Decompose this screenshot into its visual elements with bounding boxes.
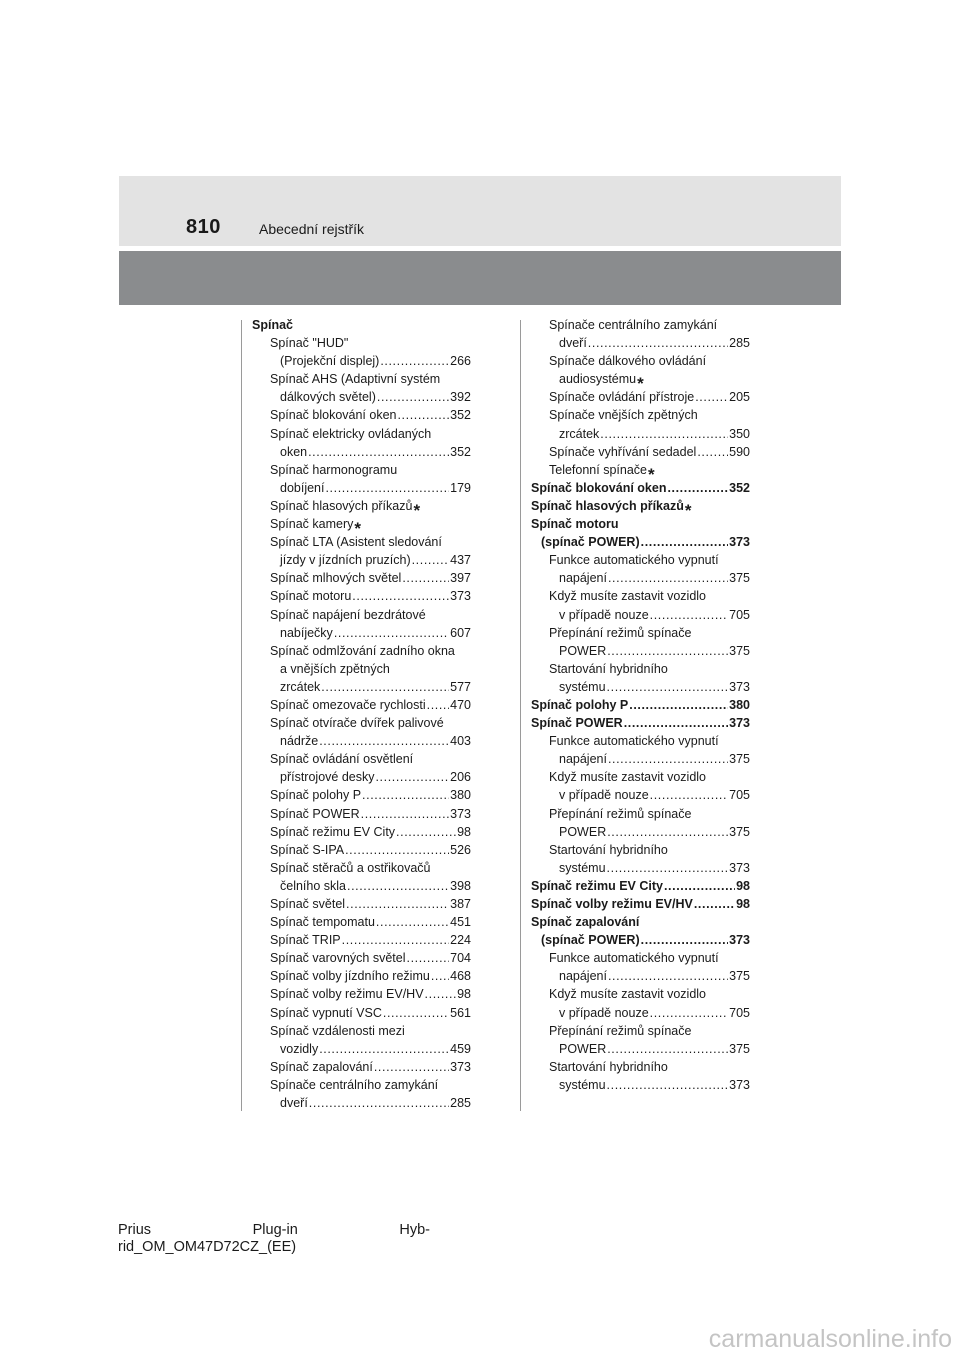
index-entry-text: napájení xyxy=(559,969,607,984)
index-entry-page[interactable]: 561 xyxy=(450,1005,471,1020)
index-entry-text: Spínač blokování oken xyxy=(270,408,397,423)
dot-leader xyxy=(346,895,449,913)
index-entry-text: Spínač polohy P xyxy=(531,697,629,712)
dot-leader xyxy=(345,841,449,859)
dot-leader xyxy=(352,587,449,605)
index-entry xyxy=(252,660,471,678)
index-entry-text: POWER xyxy=(559,1041,607,1056)
index-entry-text: systému xyxy=(559,1077,606,1092)
index-entry-page[interactable]: 375 xyxy=(729,752,750,767)
index-entry xyxy=(531,768,750,786)
footer-part: Hyb- xyxy=(399,1222,430,1238)
dot-leader xyxy=(325,479,449,497)
index-entry-text: Spínač TRIP xyxy=(270,933,341,948)
dot-leader xyxy=(641,533,729,551)
index-entry-text: Spínač AHS (Adaptivní systém xyxy=(270,372,441,387)
index-entry-text: Přepínání režimů spínače xyxy=(549,806,692,821)
index-entry-text: zrcátek xyxy=(559,426,600,441)
dot-leader xyxy=(375,768,449,786)
index-entry-page[interactable]: 350 xyxy=(729,426,750,441)
index-entry-page[interactable]: 266 xyxy=(450,354,471,369)
index-entry xyxy=(531,443,750,461)
index-entry-text: dveří xyxy=(280,1096,308,1111)
index-entry-page[interactable]: 392 xyxy=(450,390,471,405)
footer-part: Prius xyxy=(118,1222,152,1238)
index-entry xyxy=(531,606,750,624)
index-entry-page[interactable]: 205 xyxy=(729,390,750,405)
index-entry-page[interactable]: 224 xyxy=(450,933,471,948)
index-entry xyxy=(252,642,471,660)
index-entry-page[interactable]: 206 xyxy=(450,770,471,785)
index-entry xyxy=(252,1058,471,1076)
index-entry xyxy=(252,443,471,461)
index-entry-text: a vnějších zpětných xyxy=(280,661,390,676)
dot-leader xyxy=(694,895,735,913)
index-entry xyxy=(252,370,471,388)
index-entry xyxy=(531,587,750,605)
index-entry-text: oken xyxy=(280,444,308,459)
dot-leader xyxy=(376,913,449,931)
dot-leader xyxy=(396,823,456,841)
index-entry xyxy=(252,461,471,479)
index-entry xyxy=(531,678,750,696)
index-entry-text: Spínač světel xyxy=(270,897,346,911)
footer-document-code: rid_OM_OM47D72CZ_(EE) xyxy=(118,1239,297,1255)
index-entry-text: Spínač režimu EV City xyxy=(270,824,396,839)
index-entry-text: Když musíte zastavit vozidlo xyxy=(549,770,707,785)
index-entry-page[interactable]: 373 xyxy=(450,589,471,604)
dot-leader xyxy=(588,334,728,352)
index-entry: Spínač hlasových příkazů * xyxy=(270,498,421,521)
index-entry xyxy=(531,823,750,841)
index-entry-text: Startování hybridního xyxy=(549,842,668,857)
index-entry-page[interactable]: 526 xyxy=(450,842,471,857)
index-entry xyxy=(531,660,750,678)
index-entry-page[interactable]: 373 xyxy=(729,535,750,550)
index-entry-page[interactable]: 375 xyxy=(729,969,750,984)
index-entry-text: Spínač blokování oken xyxy=(531,480,667,495)
index-entry xyxy=(252,967,471,985)
index-entry xyxy=(252,587,471,605)
index-entry-text: Přepínání režimů spínače xyxy=(549,625,692,640)
index-entry xyxy=(252,985,471,1003)
index-entry xyxy=(252,533,471,551)
index-entry xyxy=(531,750,750,768)
index-entry-page[interactable]: 98 xyxy=(736,897,750,911)
page-number: 810 xyxy=(186,216,221,238)
index-entry xyxy=(531,859,750,877)
index-entry xyxy=(531,1076,750,1094)
index-entry-page[interactable]: 375 xyxy=(729,824,750,839)
index-entry xyxy=(531,732,750,750)
index-entry xyxy=(531,425,750,443)
index-entry xyxy=(531,551,750,569)
dot-leader xyxy=(427,696,450,714)
index-entry-text: Spínač POWER xyxy=(531,716,623,731)
dot-leader xyxy=(334,624,449,642)
index-entry-text: Spínač elektricky ovládaných xyxy=(270,426,432,441)
index-entry-text: Spínač volby režimu EV/HV xyxy=(270,987,424,1002)
index-entry-page[interactable]: 397 xyxy=(450,571,471,586)
index-entry-text: Spínač volby jízdního režimu xyxy=(270,969,430,984)
index-entry-text: (Projekční displej) xyxy=(280,354,380,369)
dot-leader xyxy=(309,1094,449,1112)
index-entry xyxy=(252,859,471,877)
dot-leader xyxy=(319,1040,449,1058)
index-entry-page[interactable]: 577 xyxy=(450,679,471,694)
index-entry-text: nádrže xyxy=(280,734,319,749)
index-entry-text: Spínač polohy P xyxy=(270,788,362,803)
index-entry-text: v případě nouze xyxy=(559,788,649,803)
index-entry-text: Spínač odmlžování zadního okna xyxy=(270,643,455,658)
index-entry xyxy=(252,425,471,443)
index-entry xyxy=(252,913,471,931)
index-entry-text: Spínač mlhových světel xyxy=(270,571,402,586)
dot-leader xyxy=(607,1076,729,1094)
footer xyxy=(118,1222,430,1256)
index-entry xyxy=(531,642,750,660)
index-entry-text: Spínač hlasových příkazů xyxy=(531,498,684,513)
index-entry-text: Spínače ovládání přístroje xyxy=(549,390,695,405)
index-entry-text: Spínač "HUD" xyxy=(270,336,349,351)
index-entry-text: Spínač stěračů a ostřikovačů xyxy=(270,860,431,875)
index-entry-page[interactable]: 375 xyxy=(729,571,750,586)
index-entry-text: systému xyxy=(559,860,606,875)
index-entry-page[interactable]: 387 xyxy=(450,897,471,911)
index-entry-text: Spínače centrálního zamykání xyxy=(270,1077,439,1092)
index-entry-text: (spínač POWER) xyxy=(541,535,640,550)
dot-leader xyxy=(650,786,728,804)
index-entry-text: Spínače vnějších zpětných xyxy=(549,408,698,423)
dot-leader xyxy=(650,606,728,624)
index-entry xyxy=(252,352,471,370)
dot-leader xyxy=(362,786,449,804)
index-entry xyxy=(252,768,471,786)
dot-leader xyxy=(608,750,728,768)
index-entry-page[interactable]: 352 xyxy=(450,444,471,459)
index-entry xyxy=(531,913,750,931)
dot-leader xyxy=(308,443,449,461)
dot-leader xyxy=(361,805,450,823)
index-entry xyxy=(252,551,471,569)
index-entry xyxy=(252,678,471,696)
index-entry xyxy=(531,786,750,804)
index-entry xyxy=(252,805,471,823)
dot-leader xyxy=(624,714,728,732)
dot-leader xyxy=(607,859,729,877)
index-entry xyxy=(252,606,471,624)
index-entry xyxy=(531,406,750,424)
index-entry xyxy=(252,1076,471,1094)
dot-leader xyxy=(342,931,450,949)
section-band xyxy=(119,251,841,305)
dot-leader xyxy=(608,967,728,985)
index-entry xyxy=(531,479,750,497)
dot-leader xyxy=(425,985,457,1003)
index-entry-text: Spínač tempomatu xyxy=(270,915,375,930)
index-entry xyxy=(531,1058,750,1076)
index-entry xyxy=(531,805,750,823)
index-entry-page[interactable]: 375 xyxy=(729,643,750,658)
dot-leader xyxy=(380,352,449,370)
index-entry: Telefonní spínače * xyxy=(549,462,655,484)
index-entry xyxy=(531,533,750,551)
index-entry: Spínač hlasových příkazů * xyxy=(531,498,692,521)
index-column-right xyxy=(531,316,750,1094)
index-entry xyxy=(531,624,750,642)
index-entry-text: Přepínání režimů spínače xyxy=(549,1023,692,1038)
index-entry xyxy=(252,334,471,352)
index-entry-page[interactable]: 451 xyxy=(450,915,471,930)
index-entry-text: nabíječky xyxy=(280,625,333,640)
index-entry-page[interactable]: 373 xyxy=(450,1059,471,1074)
index-entry-text: zrcátek xyxy=(280,679,321,694)
index-entry xyxy=(252,1040,471,1058)
index-entry-page[interactable]: 380 xyxy=(729,697,750,712)
dot-leader xyxy=(607,678,729,696)
index-entry-text: Funkce automatického vypnutí xyxy=(549,951,719,966)
index-entry-text: dálkových světel) xyxy=(280,390,376,405)
index-entry-text: Spínač harmonogramu xyxy=(270,462,398,477)
index-entry xyxy=(531,1004,750,1022)
index-entry-text: Spínač S-IPA xyxy=(270,842,345,857)
footer-part: Plug-in xyxy=(252,1222,298,1238)
dot-leader xyxy=(629,696,728,714)
index-entry-text: Startování hybridního xyxy=(549,661,668,676)
index-entry xyxy=(252,316,471,334)
index-entry xyxy=(531,352,750,370)
index-entry xyxy=(531,877,750,895)
dot-leader xyxy=(383,1004,449,1022)
index-entry xyxy=(531,515,750,533)
index-entry-page[interactable]: 375 xyxy=(729,1041,750,1056)
index-entry-text: Když musíte zastavit vozidlo xyxy=(549,589,707,604)
index-entry-page[interactable]: 470 xyxy=(450,697,471,712)
dot-leader xyxy=(695,388,728,406)
index-entry xyxy=(252,624,471,642)
index-entry xyxy=(531,895,750,913)
index-entry-page[interactable]: 373 xyxy=(729,679,750,694)
index-entry xyxy=(252,479,471,497)
index-entry-text: Spínač vzdálenosti mezi xyxy=(270,1023,405,1038)
dot-leader xyxy=(319,732,449,750)
index-entry xyxy=(252,949,471,967)
index-entry-page[interactable]: 179 xyxy=(450,480,471,495)
index-entry-text: Spínač ovládání osvětlení xyxy=(270,752,414,767)
index-entry-text: Spínač otvírače dvířek palivové xyxy=(270,716,444,731)
index-entry-text: Spínače vyhřívání sedadel xyxy=(549,444,697,459)
index-entry-page[interactable]: 590 xyxy=(729,444,750,459)
index-entry-text: (spínač POWER) xyxy=(541,933,640,948)
index-entry-text: Spínač xyxy=(252,318,293,332)
index-entry-text: Spínač motoru xyxy=(270,589,352,604)
index-entry-text: v případě nouze xyxy=(559,1005,649,1020)
index-entry xyxy=(252,823,471,841)
dot-leader xyxy=(347,877,449,895)
dot-leader xyxy=(412,551,450,569)
index-entry xyxy=(531,696,750,714)
index-entry-text: Spínač zapalování xyxy=(531,915,640,930)
index-entry-page[interactable]: 98 xyxy=(457,824,471,839)
index-entry xyxy=(531,931,750,949)
index-entry xyxy=(531,841,750,859)
index-entry-page[interactable]: 380 xyxy=(450,788,471,803)
index-entry-text: dobíjení xyxy=(280,480,325,495)
index-entry-text: čelního skla xyxy=(280,878,347,893)
index-entry-page[interactable]: 705 xyxy=(729,1005,750,1020)
index-entry xyxy=(531,949,750,967)
index-entry-page[interactable]: 352 xyxy=(450,408,471,423)
dot-leader xyxy=(600,425,728,443)
index-entry xyxy=(531,714,750,732)
dot-leader xyxy=(397,406,449,424)
index-entry xyxy=(531,569,750,587)
index-entry-page[interactable]: 607 xyxy=(450,625,471,640)
index-entry-text: Funkce automatického vypnutí xyxy=(549,553,719,568)
index-entry-text: dveří xyxy=(559,336,587,351)
index-entry-text: přístrojové desky xyxy=(280,770,375,785)
index-entry xyxy=(252,841,471,859)
index-entry: audiosystému * xyxy=(559,372,644,394)
index-entry-page[interactable]: 468 xyxy=(450,969,471,984)
index-entry-text: Spínač volby režimu EV/HV xyxy=(531,897,693,911)
index-entry xyxy=(531,316,750,334)
index-entry xyxy=(252,696,471,714)
index-entry xyxy=(252,877,471,895)
dot-leader xyxy=(607,642,728,660)
column-divider-left xyxy=(241,320,242,1111)
dot-leader xyxy=(667,479,728,497)
index-entry-text: Když musíte zastavit vozidlo xyxy=(549,987,707,1002)
index-entry-page[interactable]: 285 xyxy=(450,1096,471,1111)
index-entry-page[interactable]: 705 xyxy=(729,788,750,803)
index-entry-text: Spínač LTA (Asistent sledování xyxy=(270,535,442,550)
index-column-left xyxy=(252,316,471,1112)
index-entry xyxy=(252,732,471,750)
index-entry xyxy=(252,786,471,804)
index-entry xyxy=(252,1022,471,1040)
index-entry-text: Spínač zapalování xyxy=(270,1059,373,1074)
index-entry-page[interactable]: 373 xyxy=(729,1077,750,1092)
index-entry-page[interactable]: 459 xyxy=(450,1041,471,1056)
dot-leader xyxy=(607,1040,728,1058)
index-entry xyxy=(531,967,750,985)
index-entry xyxy=(252,895,471,913)
index-entry-text: Spínač kamery xyxy=(270,517,354,532)
index-entry-page[interactable]: 352 xyxy=(729,480,750,495)
index-entry-text: Spínač vypnutí VSC xyxy=(270,1005,382,1020)
index-entry xyxy=(531,1022,750,1040)
index-entry-page[interactable]: 373 xyxy=(729,716,750,731)
dot-leader xyxy=(321,678,449,696)
dot-leader xyxy=(402,569,449,587)
index-entry-text: Spínač POWER xyxy=(270,806,360,821)
index-entry-text: Spínač režimu EV City xyxy=(531,878,663,893)
header-band xyxy=(119,176,841,246)
index-entry-text: Spínač omezovače rychlosti xyxy=(270,697,426,712)
index-entry-page[interactable]: 403 xyxy=(450,734,471,749)
index-entry-text: Spínače dálkového ovládání xyxy=(549,354,707,369)
index-entry-page[interactable]: 705 xyxy=(729,607,750,622)
index-entry xyxy=(252,1094,471,1112)
index-entry-page[interactable]: 704 xyxy=(450,951,471,966)
index-entry-page[interactable]: 285 xyxy=(729,336,750,351)
index-entry xyxy=(252,1004,471,1022)
index-entry-text: Spínač napájení bezdrátové xyxy=(270,607,426,622)
index-entry-text: napájení xyxy=(559,752,607,767)
index-entry-text: Funkce automatického vypnutí xyxy=(549,734,719,749)
index-entry-page[interactable]: 398 xyxy=(450,878,471,893)
watermark: carmanualsonline.info xyxy=(708,1325,952,1353)
index-entry-text: Spínač varovných světel xyxy=(270,951,406,966)
index-entry-text: audiosystému xyxy=(559,372,637,387)
index-entry xyxy=(252,750,471,768)
column-divider-right xyxy=(520,320,521,1111)
index-entry-text: napájení xyxy=(559,571,607,586)
index-entry: Spínač kamery * xyxy=(270,517,361,539)
index-entry-text: v případě nouze xyxy=(559,607,649,622)
dot-leader xyxy=(608,569,728,587)
index-entry xyxy=(252,406,471,424)
index-entry-page[interactable]: 98 xyxy=(736,878,750,893)
index-entry-page[interactable]: 98 xyxy=(457,987,471,1002)
index-entry-text: Spínač motoru xyxy=(531,517,619,532)
index-entry-page[interactable]: 373 xyxy=(729,933,750,948)
index-entry xyxy=(252,931,471,949)
index-entry xyxy=(252,569,471,587)
dot-leader xyxy=(607,823,728,841)
index-entry xyxy=(531,334,750,352)
index-entry-page[interactable]: 437 xyxy=(450,553,471,568)
index-entry-text: Telefonní spínače xyxy=(549,462,647,477)
index-entry-text: Startování hybridního xyxy=(549,1059,668,1074)
dot-leader xyxy=(431,967,449,985)
index-entry-text: Spínač hlasových příkazů xyxy=(270,498,413,513)
dot-leader xyxy=(697,443,728,461)
index-entry-page[interactable]: 373 xyxy=(450,806,471,821)
index-entry xyxy=(531,1040,750,1058)
index-entry-page[interactable]: 373 xyxy=(729,860,750,875)
dot-leader xyxy=(650,1004,728,1022)
index-entry-text: POWER xyxy=(559,643,607,658)
index-entry xyxy=(531,985,750,1003)
index-entry-text: POWER xyxy=(559,824,607,839)
dot-leader xyxy=(407,949,450,967)
dot-leader xyxy=(664,877,735,895)
index-entry xyxy=(252,714,471,732)
index-entry-text: jízdy v jízdních pruzích) xyxy=(280,553,411,568)
page-title: Abecední rejstřík xyxy=(259,221,365,237)
index-entry-text: systému xyxy=(559,679,606,694)
index-entry-text: vozidly xyxy=(280,1041,319,1056)
dot-leader xyxy=(641,931,729,949)
dot-leader xyxy=(377,388,449,406)
index-entry xyxy=(252,388,471,406)
index-entry-text: Spínače centrálního zamykání xyxy=(549,318,718,332)
dot-leader xyxy=(374,1058,449,1076)
